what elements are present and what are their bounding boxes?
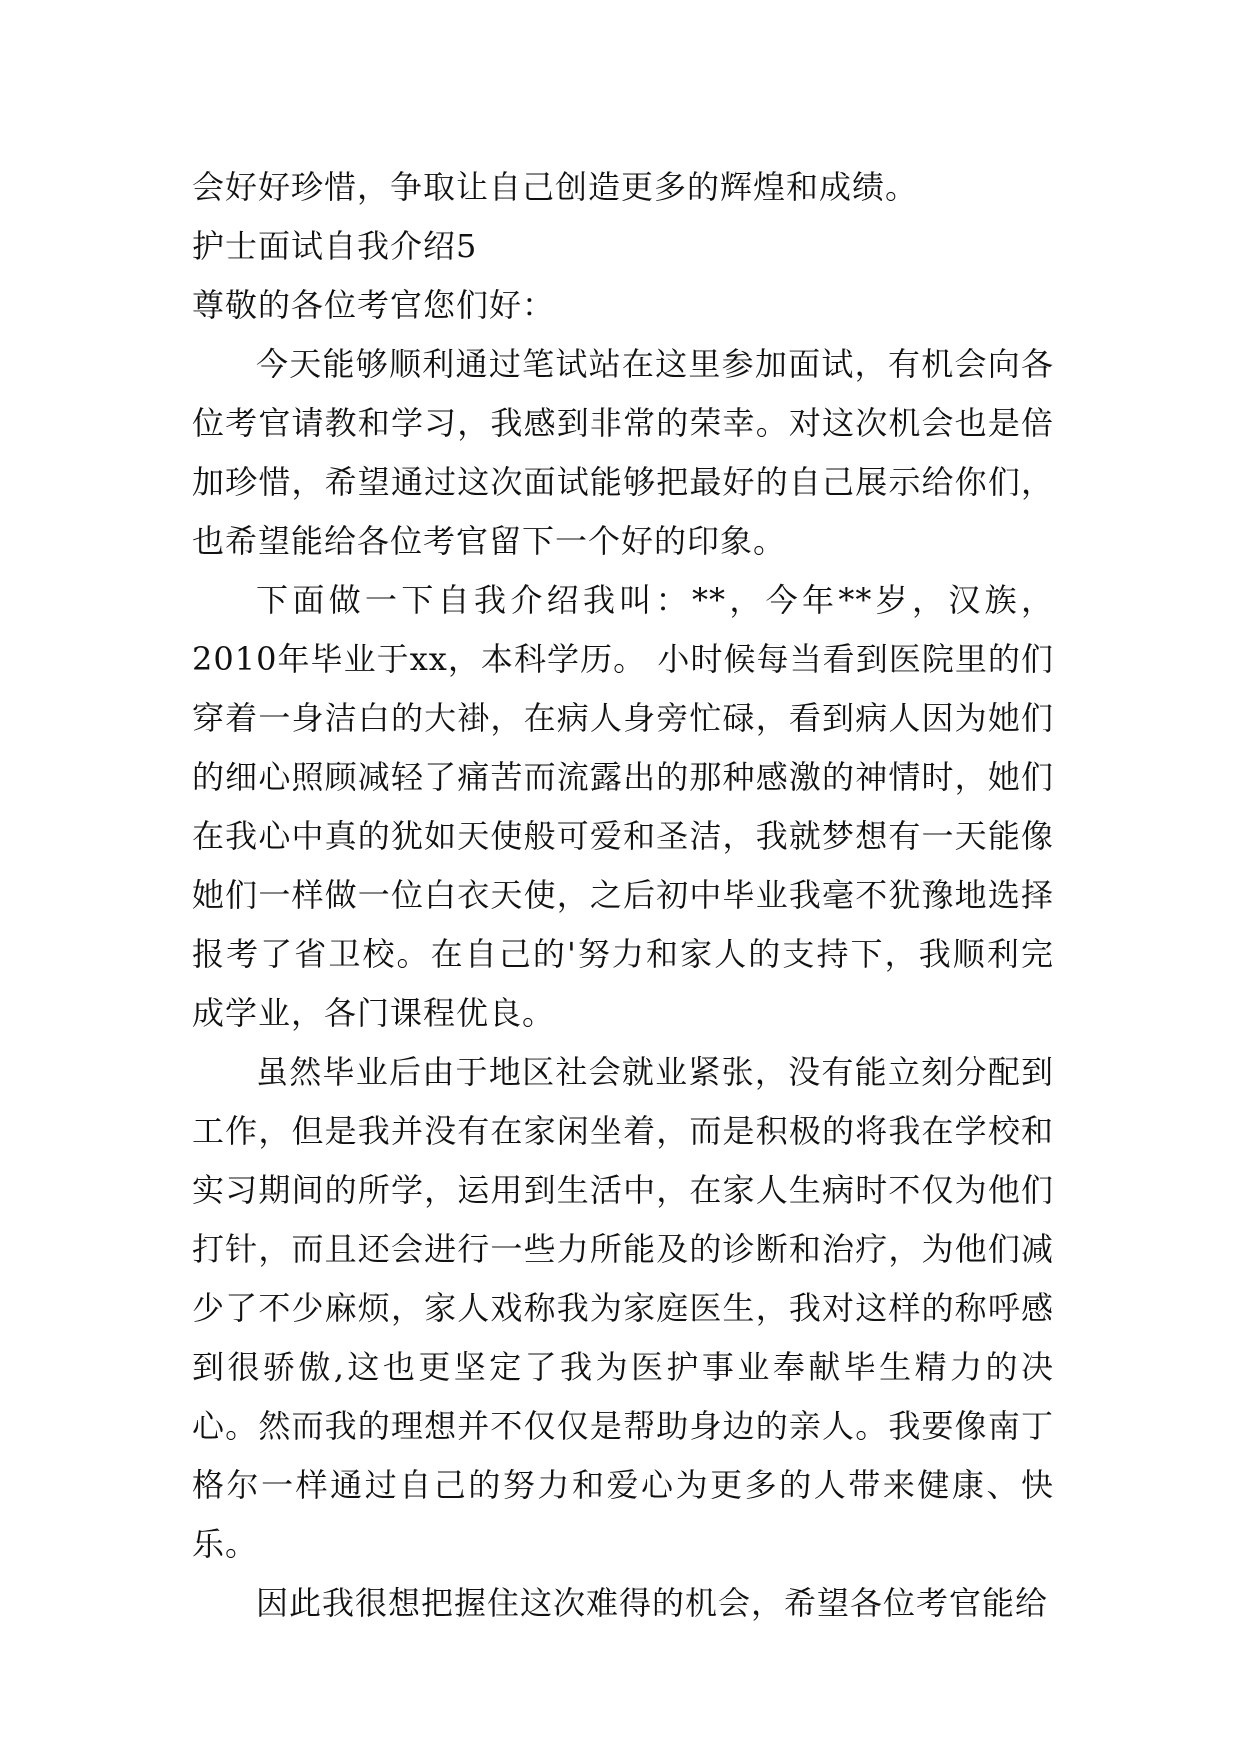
paragraph-4: 因此我很想把握住这次难得的机会，希望各位考官能给	[256, 1584, 1049, 1622]
document-body	[192, 158, 1054, 1633]
section-title: 护士面试自我介绍5	[192, 227, 478, 265]
paragraph-2: 下面做一下自我介绍我叫：**，今年**岁，汉族，2010年毕业于xx，本科学历。 小时候每当看到医院里的们穿着一身洁白的大褂，在病人身旁忙碌，看到病人因为她们的细心照顾减轻了痛苦而流露出的那种感激的神情时，她们在我心中真的犹如天使般可爱和圣洁，我就梦想有一天能像她们一样做一位白衣天使，之后初中毕业我毫不犹豫地选择报考了省卫校。在自己的'努力和家人的支持下，我顺利完成学业，各门课程优良。	[192, 581, 1054, 1032]
paragraph-3: 虽然毕业后由于地区社会就业紧张，没有能立刻分配到工作，但是我并没有在家闲坐着，而是积极的将我在学校和实习期间的所学，运用到生活中，在家人生病时不仅为他们打针，而且还会进行一些力所能及的诊断和治疗，为他们减少了不少麻烦，家人戏称我为家庭医生，我对这样的称呼感到很骄傲,这也更坚定了我为医护事业奉献毕生精力的决心。然而我的理想并不仅仅是帮助身边的亲人。我要像南丁格尔一样通过自己的努力和爱心为更多的人带来健康、快乐。	[192, 1053, 1054, 1563]
paragraph-1: 今天能够顺利通过笔试站在这里参加面试，有机会向各位考官请教和学习，我感到非常的荣幸。对这次机会也是倍加珍惜，希望通过这次面试能够把最好的自己展示给你们，也希望能给各位考官留下一个好的印象。	[192, 345, 1054, 560]
salutation: 尊敬的各位考官您们好：	[192, 286, 556, 324]
continuation-line: 会好好珍惜，争取让自己创造更多的辉煌和成绩。	[192, 168, 919, 206]
